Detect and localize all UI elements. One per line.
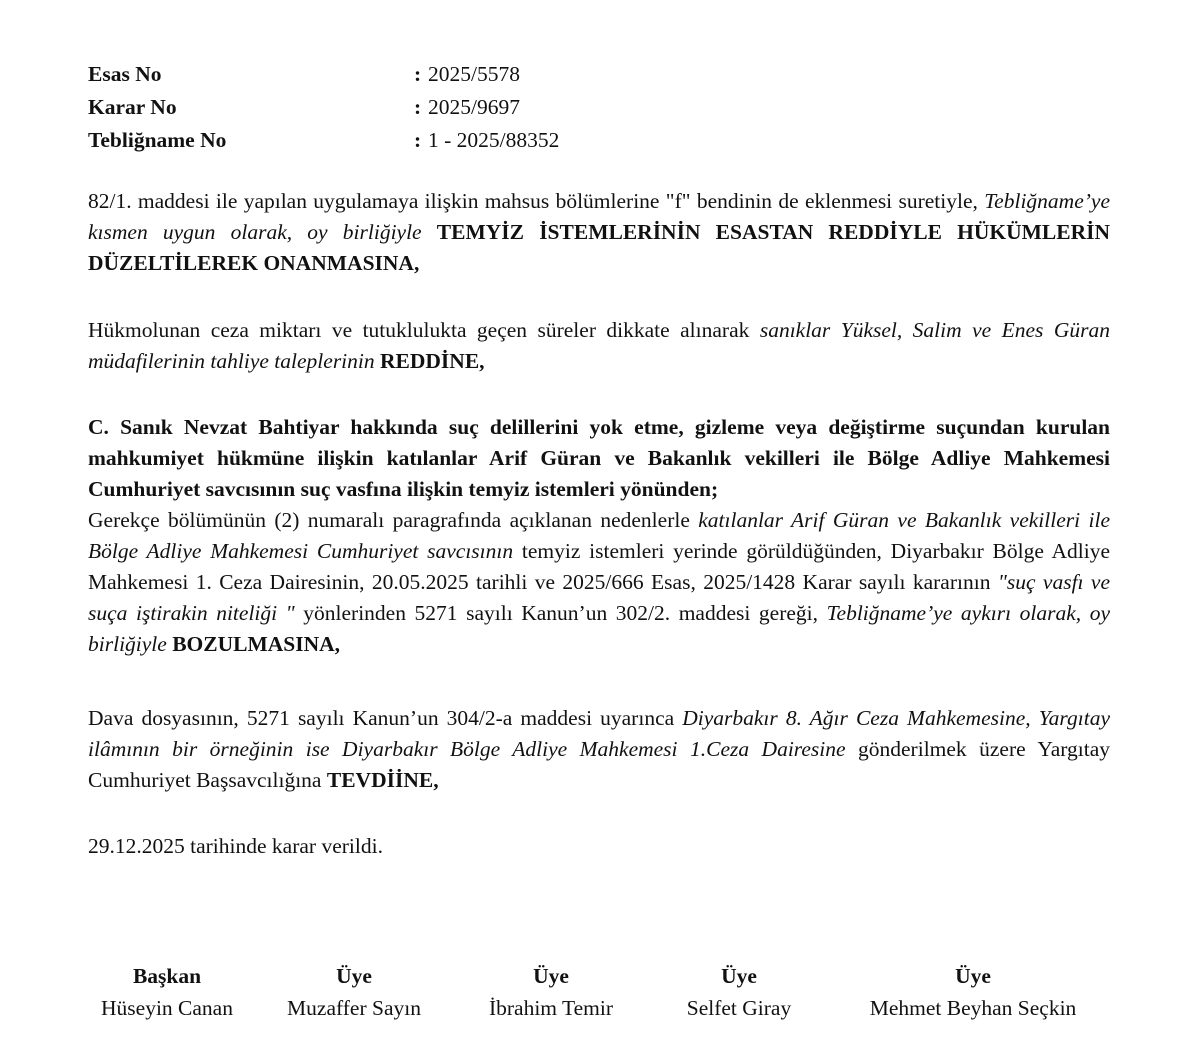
signature-name: Mehmet Beyhan Seçkin bbox=[869, 996, 1077, 1020]
esas-no-value: 2025/5578 bbox=[428, 62, 520, 86]
karar-no-colon: : bbox=[414, 95, 422, 119]
release-verdict: REDDİNE, bbox=[380, 349, 485, 373]
referral-text-2: gönderilmek üzere Yargıtay Cumhuriyet Başsavcılığına bbox=[88, 737, 1110, 792]
referral-verdict: TEVDİİNE, bbox=[326, 768, 439, 792]
section-c-body bbox=[88, 505, 1110, 660]
release-italic: sanıklar Yüksel, Salim ve Enes Güran müdafilerinin tahliye taleplerinin bbox=[88, 318, 1110, 373]
signature-name: Selfet Giray bbox=[686, 996, 792, 1020]
paragraph-decision-date bbox=[88, 831, 1110, 862]
signature-name: İbrahim Temir bbox=[488, 996, 614, 1020]
paragraph-referral bbox=[88, 703, 1110, 796]
signature-name: Muzaffer Sayın bbox=[287, 996, 421, 1020]
karar-no-label: Karar No bbox=[88, 95, 177, 119]
esas-no-label: Esas No bbox=[88, 62, 162, 86]
section-c-text-3: yönlerinden 5271 sayılı Kanun’un 302/2. maddesi gereği, bbox=[294, 601, 827, 625]
release-text: Hükmolunan ceza miktarı ve tutuklulukta geçen süreler dikkate alınarak bbox=[88, 318, 760, 342]
referral-text-1: Dava dosyasının, 5271 sayılı Kanun’un 304/2-a maddesi uyarınca bbox=[88, 706, 683, 730]
paragraph-release-request bbox=[88, 315, 1110, 377]
karar-no-value: 2025/9697 bbox=[428, 95, 520, 119]
approval-verdict: TEMYİZ İSTEMLERİNİN ESASTAN REDDİYLE HÜKÜMLERİN DÜZELTİLEREK ONANMASINA, bbox=[88, 220, 1110, 275]
section-c-italic-3: Tebliğname’ye aykırı olarak, oy birliğiyle bbox=[88, 601, 1110, 656]
tebligname-no-colon: : bbox=[414, 128, 422, 152]
case-info bbox=[88, 58, 788, 157]
signature-title: Üye bbox=[955, 964, 991, 988]
signature-president bbox=[74, 960, 260, 1024]
section-c-verdict: BOZULMASINA, bbox=[166, 632, 341, 656]
tebligname-no-value: 1 - 2025/88352 bbox=[428, 128, 560, 152]
section-c-text-1: Gerekçe bölümünün (2) numaralı paragrafında açıklanan nedenlerle bbox=[88, 508, 699, 532]
signature-member-4 bbox=[846, 960, 1100, 1024]
section-c-heading: C. Sanık Nevzat Bahtiyar hakkında suç delillerini yok etme, gizleme veya değiştirme suçundan kurulan mahkumiyet hükmüne ilişkin katılanlar Arif Güran ve Bakanlık vekilleri ile Bölge Adliye Mahkemesi Cumhuriyet savcısının suç vasfına ilişkin temyiz istemleri yönünden; bbox=[88, 415, 1110, 501]
section-c-italic-1: katılanlar Arif Güran ve Bakanlık vekilleri ile Bölge Adliye Mahkemesi Cumhuriyet savcısının bbox=[88, 508, 1110, 563]
signature-member-1 bbox=[262, 960, 446, 1024]
paragraph-approval bbox=[88, 186, 1110, 279]
approval-italic: Tebliğname’ye kısmen uygun olarak, oy birliğiyle bbox=[88, 189, 1110, 244]
signature-title: Üye bbox=[533, 964, 569, 988]
decision-date-text: 29.12.2025 tarihinde karar verildi. bbox=[88, 834, 383, 858]
approval-text: 82/1. maddesi ile yapılan uygulamaya ilişkin mahsus bölümlerine "f" bendinin de eklenmesi suretiyle, bbox=[88, 189, 985, 213]
section-c-italic-2: "suç vasfı ve suça iştirakin niteliği " bbox=[88, 570, 1110, 625]
signature-name: Hüseyin Canan bbox=[101, 996, 233, 1020]
karar-no-row bbox=[88, 91, 788, 124]
signature-title: Başkan bbox=[132, 964, 202, 988]
signature-title: Üye bbox=[336, 964, 372, 988]
section-c-text-2: temyiz istemleri yerinde görüldüğünden, Diyarbakır Bölge Adliye Mahkemesi 1. Ceza Dairesinin, 20.05.2025 tarihli ve 2025/666 Esas, 2025/1428 Karar sayılı kararının bbox=[88, 539, 1110, 594]
signature-title: Üye bbox=[721, 964, 757, 988]
section-c bbox=[88, 412, 1110, 660]
referral-italic: Diyarbakır 8. Ağır Ceza Mahkemesine, Yargıtay ilâmının bir örneğinin ise Diyarbakır Bölge Adliye Mahkemesi 1.Ceza Dairesine bbox=[88, 706, 1110, 761]
signature-member-2 bbox=[460, 960, 642, 1024]
tebligname-no-row bbox=[88, 124, 788, 157]
esas-no-colon: : bbox=[414, 62, 422, 86]
tebligname-no-label: Tebliğname No bbox=[88, 128, 227, 152]
signature-member-3 bbox=[656, 960, 822, 1024]
esas-no-row bbox=[88, 58, 788, 91]
